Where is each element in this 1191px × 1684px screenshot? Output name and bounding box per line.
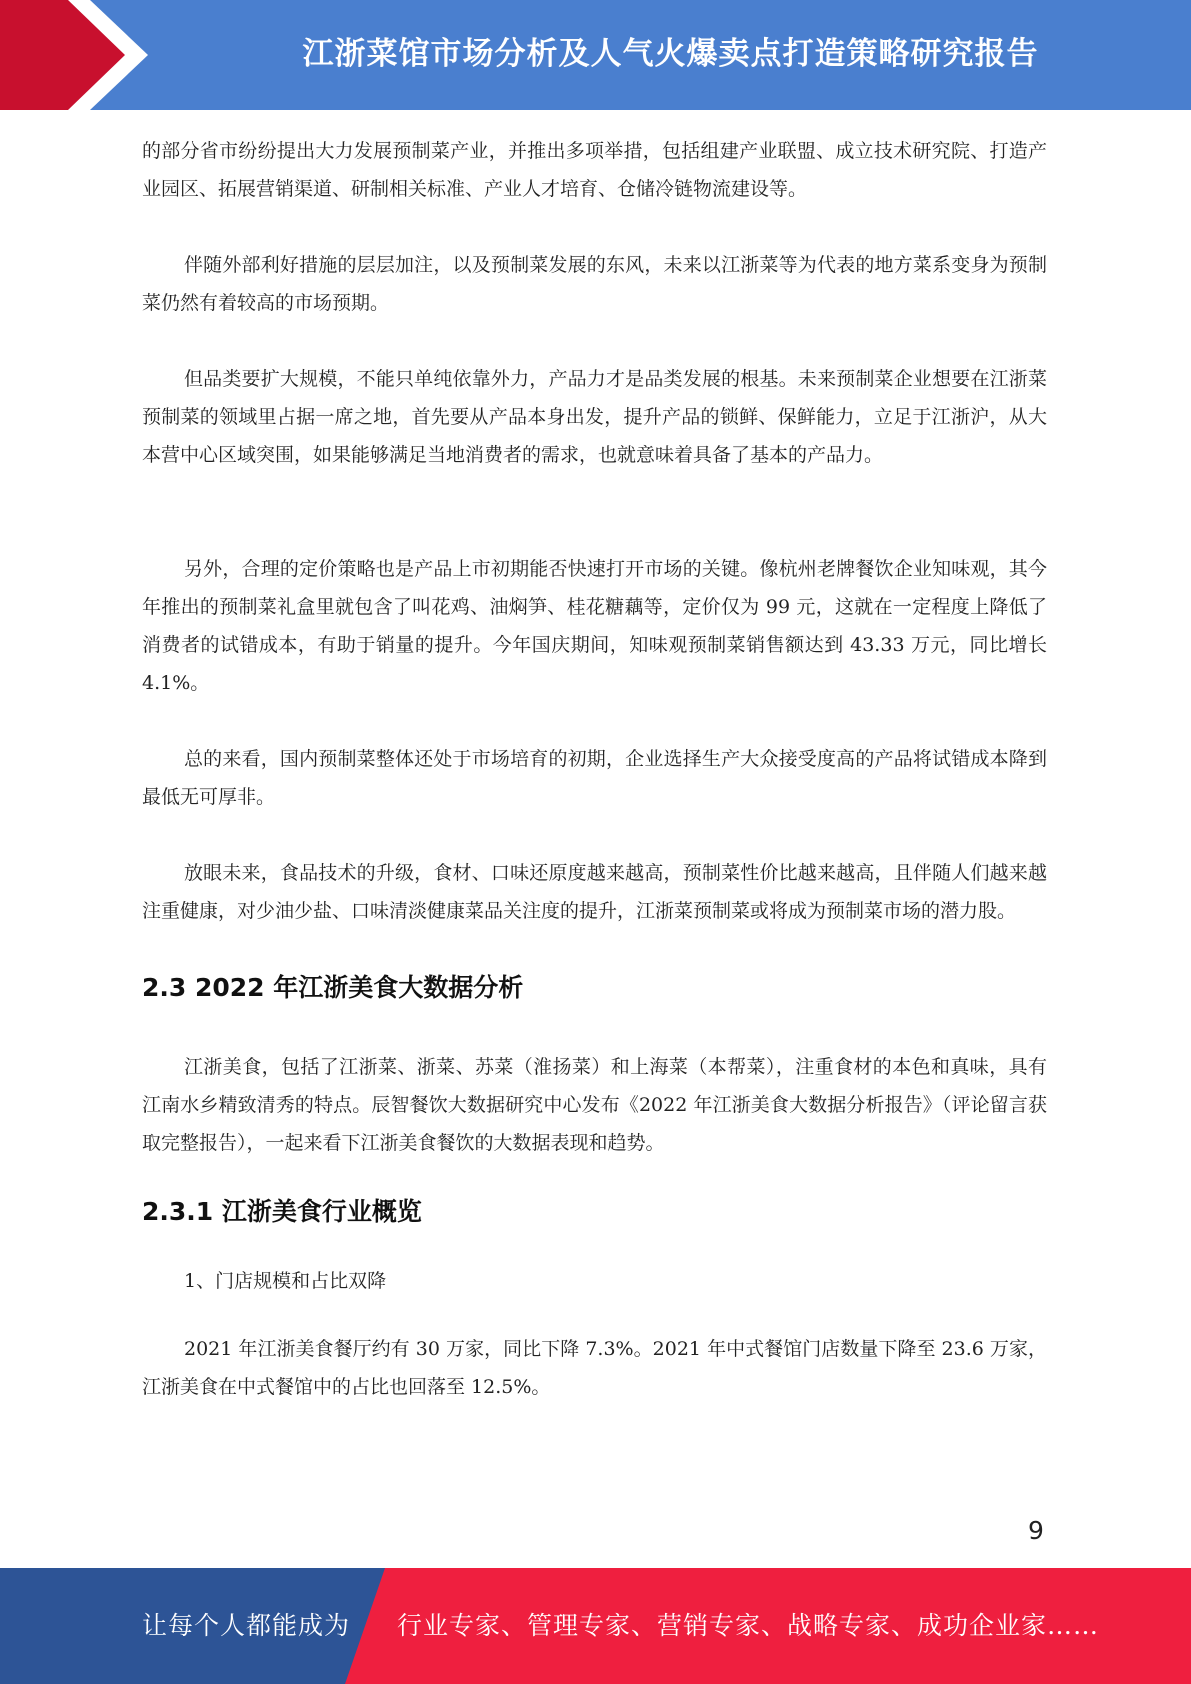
paragraph-continuation: 的部分省市纷纷提出大力发展预制菜产业，并推出多项举措，包括组建产业联盟、成立技术研究院、打造产业园区、拓展营销渠道、研制相关标准、产业人才培育、仓储冷链物流建设等。 [142,140,1047,200]
header-banner [0,0,1191,110]
paragraph: 江浙美食，包括了江浙菜、浙菜、苏菜（淮扬菜）和上海菜（本帮菜），注重食材的本色和真味，具有江南水乡精致清秀的特点。辰智餐饮大数据研究中心发布《2022 年江浙美食大数据分析报告》（评论留言获取完整报告），一起来看下江浙美食餐饮的大数据表现和趋势。 [142,1056,1047,1154]
section-heading-2-3-1: 2.3.1 江浙美食行业概览 [142,1197,422,1226]
footer-slogan-right: 行业专家、管理专家、营销专家、战略专家、成功企业家…… [397,1611,1100,1640]
paragraph: 另外，合理的定价策略也是产品上市初期能否快速打开市场的关键。像杭州老牌餐饮企业知味观，其今年推出的预制菜礼盒里就包含了叫花鸡、油焖笋、桂花糖藕等，定价仅为 99 元，这就在一定程度上降低了消费者的试错成本，有助于销量的提升。今年国庆期间，知味观预制菜销售额达到 43.33 万元，同比增长 4.1%。 [142,558,1047,694]
footer-slogan-left: 让每个人都能成为 [142,1611,351,1640]
footer-banner [0,1568,1191,1684]
paragraph: 2021 年江浙美食餐厅约有 30 万家，同比下降 7.3%。2021 年中式餐馆门店数量下降至 23.6 万家，江浙美食在中式餐馆中的占比也回落至 12.5%。 [142,1338,1047,1398]
section-heading-2-3: 2.3 2022 年江浙美食大数据分析 [142,973,524,1002]
page-content [142,132,1047,1444]
paragraph: 总的来看，国内预制菜整体还处于市场培育的初期，企业选择生产大众接受度高的产品将试错成本降到最低无可厚非。 [142,748,1047,808]
paragraph: 伴随外部利好措施的层层加注，以及预制菜发展的东风，未来以江浙菜等为代表的地方菜系变身为预制菜仍然有着较高的市场预期。 [142,254,1047,314]
report-title: 江浙菜馆市场分析及人气火爆卖点打造策略研究报告 [302,36,1039,72]
paragraph: 放眼未来，食品技术的升级，食材、口味还原度越来越高，预制菜性价比越来越高，且伴随人们越来越注重健康，对少油少盐、口味清淡健康菜品关注度的提升，江浙菜预制菜或将成为预制菜市场的潜力股。 [142,862,1047,922]
paragraph: 但品类要扩大规模，不能只单纯依靠外力，产品力才是品类发展的根基。未来预制菜企业想要在江浙菜预制菜的领域里占据一席之地，首先要从产品本身出发，提升产品的锁鲜、保鲜能力，立足于江浙沪，从大本营中心区域突围，如果能够满足当地消费者的需求，也就意味着具备了基本的产品力。 [142,368,1047,466]
list-item: 1、门店规模和占比双降 [184,1270,387,1292]
page-number: 9 [1028,1516,1044,1545]
